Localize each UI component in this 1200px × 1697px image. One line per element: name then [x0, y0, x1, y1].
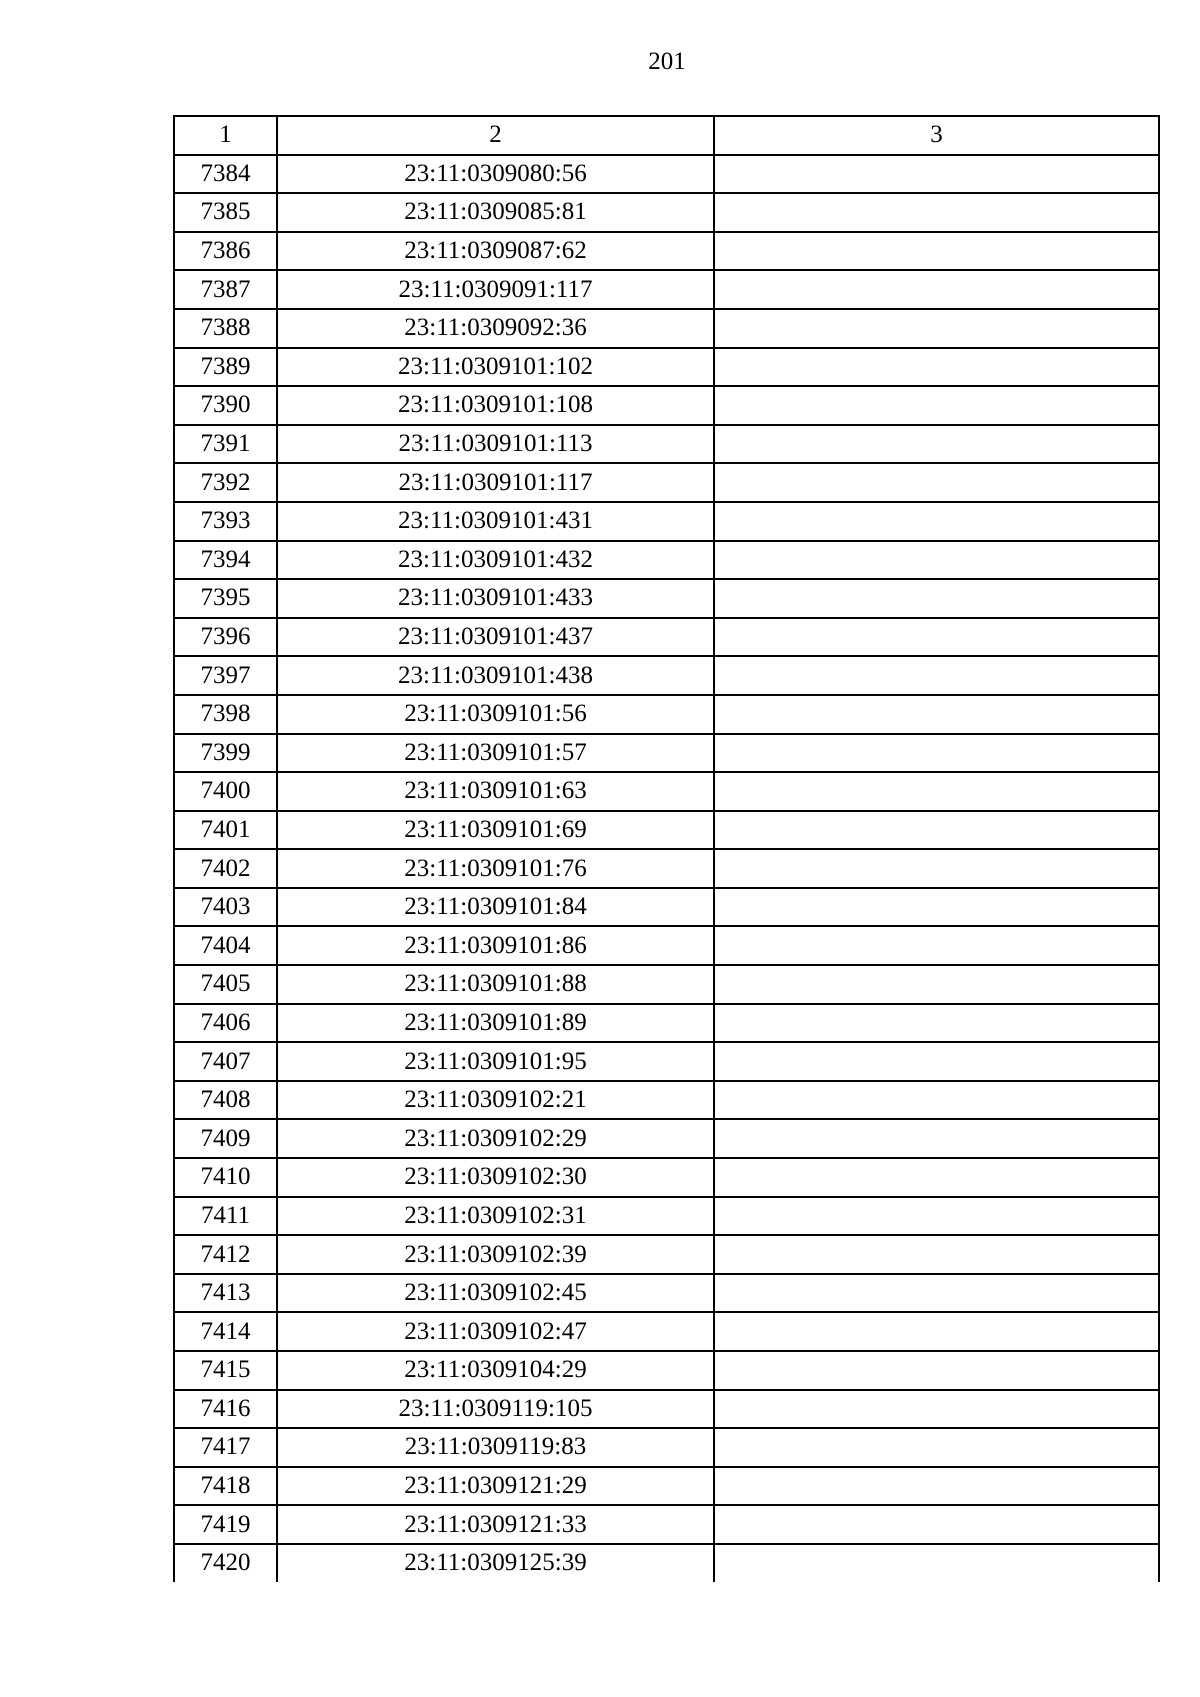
note-cell — [714, 1197, 1159, 1236]
table-row — [174, 1312, 1159, 1351]
note-cell — [714, 270, 1159, 309]
note-cell — [714, 849, 1159, 888]
table-row — [174, 541, 1159, 580]
note-cell — [714, 1235, 1159, 1274]
cadastral-number-cell: 23:11:0309101:438 — [277, 656, 714, 695]
note-cell — [714, 1274, 1159, 1313]
cadastral-number-cell: 23:11:0309125:39 — [277, 1544, 714, 1582]
note-cell — [714, 965, 1159, 1004]
row-number-cell: 7412 — [174, 1235, 277, 1274]
cadastral-number-cell: 23:11:0309101:113 — [277, 425, 714, 464]
cadastral-number-cell: 23:11:0309085:81 — [277, 193, 714, 232]
cadastral-number-cell: 23:11:0309087:62 — [277, 232, 714, 271]
note-cell — [714, 1081, 1159, 1120]
note-cell — [714, 1544, 1159, 1582]
cadastral-number-cell: 23:11:0309102:39 — [277, 1235, 714, 1274]
note-cell — [714, 425, 1159, 464]
row-number-cell: 7386 — [174, 232, 277, 271]
table-row — [174, 579, 1159, 618]
table-row — [174, 1158, 1159, 1197]
table-header-row — [174, 116, 1159, 155]
note-cell — [714, 772, 1159, 811]
table-row — [174, 1544, 1159, 1582]
column-header-2: 2 — [277, 116, 714, 155]
cadastral-number-cell: 23:11:0309121:33 — [277, 1505, 714, 1544]
data-table — [173, 115, 1160, 1582]
row-number-cell: 7415 — [174, 1351, 277, 1390]
row-number-cell: 7407 — [174, 1042, 277, 1081]
cadastral-number-cell: 23:11:0309104:29 — [277, 1351, 714, 1390]
table-row — [174, 1235, 1159, 1274]
cadastral-number-cell: 23:11:0309102:31 — [277, 1197, 714, 1236]
cadastral-number-cell: 23:11:0309121:29 — [277, 1467, 714, 1506]
row-number-cell: 7418 — [174, 1467, 277, 1506]
note-cell — [714, 811, 1159, 850]
column-header-1: 1 — [174, 116, 277, 155]
table-row — [174, 1274, 1159, 1313]
note-cell — [714, 734, 1159, 773]
table-row — [174, 811, 1159, 850]
row-number-cell: 7389 — [174, 348, 277, 387]
row-number-cell: 7402 — [174, 849, 277, 888]
row-number-cell: 7417 — [174, 1428, 277, 1467]
cadastral-number-cell: 23:11:0309101:433 — [277, 579, 714, 618]
row-number-cell: 7413 — [174, 1274, 277, 1313]
cadastral-number-cell: 23:11:0309102:29 — [277, 1119, 714, 1158]
table-row — [174, 734, 1159, 773]
row-number-cell: 7394 — [174, 541, 277, 580]
page-number: 201 — [648, 48, 686, 75]
table-row — [174, 1505, 1159, 1544]
row-number-cell: 7384 — [174, 155, 277, 194]
cadastral-number-cell: 23:11:0309119:105 — [277, 1390, 714, 1429]
table-row — [174, 193, 1159, 232]
row-number-cell: 7404 — [174, 926, 277, 965]
note-cell — [714, 1467, 1159, 1506]
cadastral-number-cell: 23:11:0309092:36 — [277, 309, 714, 348]
table-row — [174, 772, 1159, 811]
note-cell — [714, 309, 1159, 348]
note-cell — [714, 463, 1159, 502]
table-row — [174, 309, 1159, 348]
table-row — [174, 425, 1159, 464]
table-row — [174, 502, 1159, 541]
note-cell — [714, 232, 1159, 271]
row-number-cell: 7393 — [174, 502, 277, 541]
note-cell — [714, 541, 1159, 580]
table-row — [174, 1351, 1159, 1390]
table-row — [174, 888, 1159, 927]
row-number-cell: 7388 — [174, 309, 277, 348]
row-number-cell: 7403 — [174, 888, 277, 927]
table-row — [174, 463, 1159, 502]
table-row — [174, 1081, 1159, 1120]
note-cell — [714, 1351, 1159, 1390]
cadastral-number-cell: 23:11:0309101:95 — [277, 1042, 714, 1081]
row-number-cell: 7406 — [174, 1004, 277, 1043]
note-cell — [714, 579, 1159, 618]
note-cell — [714, 1390, 1159, 1429]
note-cell — [714, 386, 1159, 425]
note-cell — [714, 1158, 1159, 1197]
note-cell — [714, 1428, 1159, 1467]
row-number-cell: 7401 — [174, 811, 277, 850]
cadastral-number-cell: 23:11:0309080:56 — [277, 155, 714, 194]
table-body — [174, 155, 1159, 1582]
cadastral-number-cell: 23:11:0309101:437 — [277, 618, 714, 657]
table-row — [174, 965, 1159, 1004]
cadastral-number-cell: 23:11:0309101:117 — [277, 463, 714, 502]
row-number-cell: 7387 — [174, 270, 277, 309]
row-number-cell: 7410 — [174, 1158, 277, 1197]
note-cell — [714, 1119, 1159, 1158]
table-row — [174, 695, 1159, 734]
cadastral-number-cell: 23:11:0309102:47 — [277, 1312, 714, 1351]
table-row — [174, 1197, 1159, 1236]
cadastral-number-cell: 23:11:0309101:102 — [277, 348, 714, 387]
table-row — [174, 348, 1159, 387]
row-number-cell: 7399 — [174, 734, 277, 773]
table-row — [174, 1467, 1159, 1506]
cadastral-number-cell: 23:11:0309101:108 — [277, 386, 714, 425]
row-number-cell: 7409 — [174, 1119, 277, 1158]
note-cell — [714, 656, 1159, 695]
row-number-cell: 7398 — [174, 695, 277, 734]
cadastral-number-cell: 23:11:0309101:89 — [277, 1004, 714, 1043]
table-row — [174, 618, 1159, 657]
table-row — [174, 1428, 1159, 1467]
row-number-cell: 7390 — [174, 386, 277, 425]
row-number-cell: 7408 — [174, 1081, 277, 1120]
note-cell — [714, 1042, 1159, 1081]
table-row — [174, 849, 1159, 888]
row-number-cell: 7396 — [174, 618, 277, 657]
note-cell — [714, 1505, 1159, 1544]
table-row — [174, 926, 1159, 965]
row-number-cell: 7395 — [174, 579, 277, 618]
cadastral-number-cell: 23:11:0309102:21 — [277, 1081, 714, 1120]
note-cell — [714, 155, 1159, 194]
cadastral-number-cell: 23:11:0309119:83 — [277, 1428, 714, 1467]
cadastral-number-cell: 23:11:0309101:76 — [277, 849, 714, 888]
column-header-3: 3 — [714, 116, 1159, 155]
row-number-cell: 7419 — [174, 1505, 277, 1544]
note-cell — [714, 1004, 1159, 1043]
table-row — [174, 232, 1159, 271]
cadastral-number-cell: 23:11:0309101:56 — [277, 695, 714, 734]
row-number-cell: 7405 — [174, 965, 277, 1004]
table-row — [174, 1042, 1159, 1081]
note-cell — [714, 695, 1159, 734]
table-row — [174, 1119, 1159, 1158]
table-row — [174, 386, 1159, 425]
cadastral-number-cell: 23:11:0309101:84 — [277, 888, 714, 927]
note-cell — [714, 502, 1159, 541]
cadastral-number-cell: 23:11:0309101:86 — [277, 926, 714, 965]
cadastral-number-cell: 23:11:0309101:69 — [277, 811, 714, 850]
note-cell — [714, 1312, 1159, 1351]
table-row — [174, 1390, 1159, 1429]
row-number-cell: 7414 — [174, 1312, 277, 1351]
cadastral-number-cell: 23:11:0309101:432 — [277, 541, 714, 580]
row-number-cell: 7420 — [174, 1544, 277, 1582]
cadastral-number-cell: 23:11:0309101:57 — [277, 734, 714, 773]
cadastral-number-cell: 23:11:0309101:431 — [277, 502, 714, 541]
row-number-cell: 7411 — [174, 1197, 277, 1236]
row-number-cell: 7385 — [174, 193, 277, 232]
note-cell — [714, 618, 1159, 657]
cadastral-number-cell: 23:11:0309101:88 — [277, 965, 714, 1004]
table-row — [174, 270, 1159, 309]
row-number-cell: 7392 — [174, 463, 277, 502]
row-number-cell: 7391 — [174, 425, 277, 464]
row-number-cell: 7400 — [174, 772, 277, 811]
row-number-cell: 7416 — [174, 1390, 277, 1429]
cadastral-number-cell: 23:11:0309102:45 — [277, 1274, 714, 1313]
table-row — [174, 656, 1159, 695]
cadastral-number-cell: 23:11:0309101:63 — [277, 772, 714, 811]
note-cell — [714, 888, 1159, 927]
note-cell — [714, 348, 1159, 387]
cadastral-number-cell: 23:11:0309102:30 — [277, 1158, 714, 1197]
cadastral-number-cell: 23:11:0309091:117 — [277, 270, 714, 309]
note-cell — [714, 193, 1159, 232]
table-row — [174, 155, 1159, 194]
table-row — [174, 1004, 1159, 1043]
note-cell — [714, 926, 1159, 965]
row-number-cell: 7397 — [174, 656, 277, 695]
